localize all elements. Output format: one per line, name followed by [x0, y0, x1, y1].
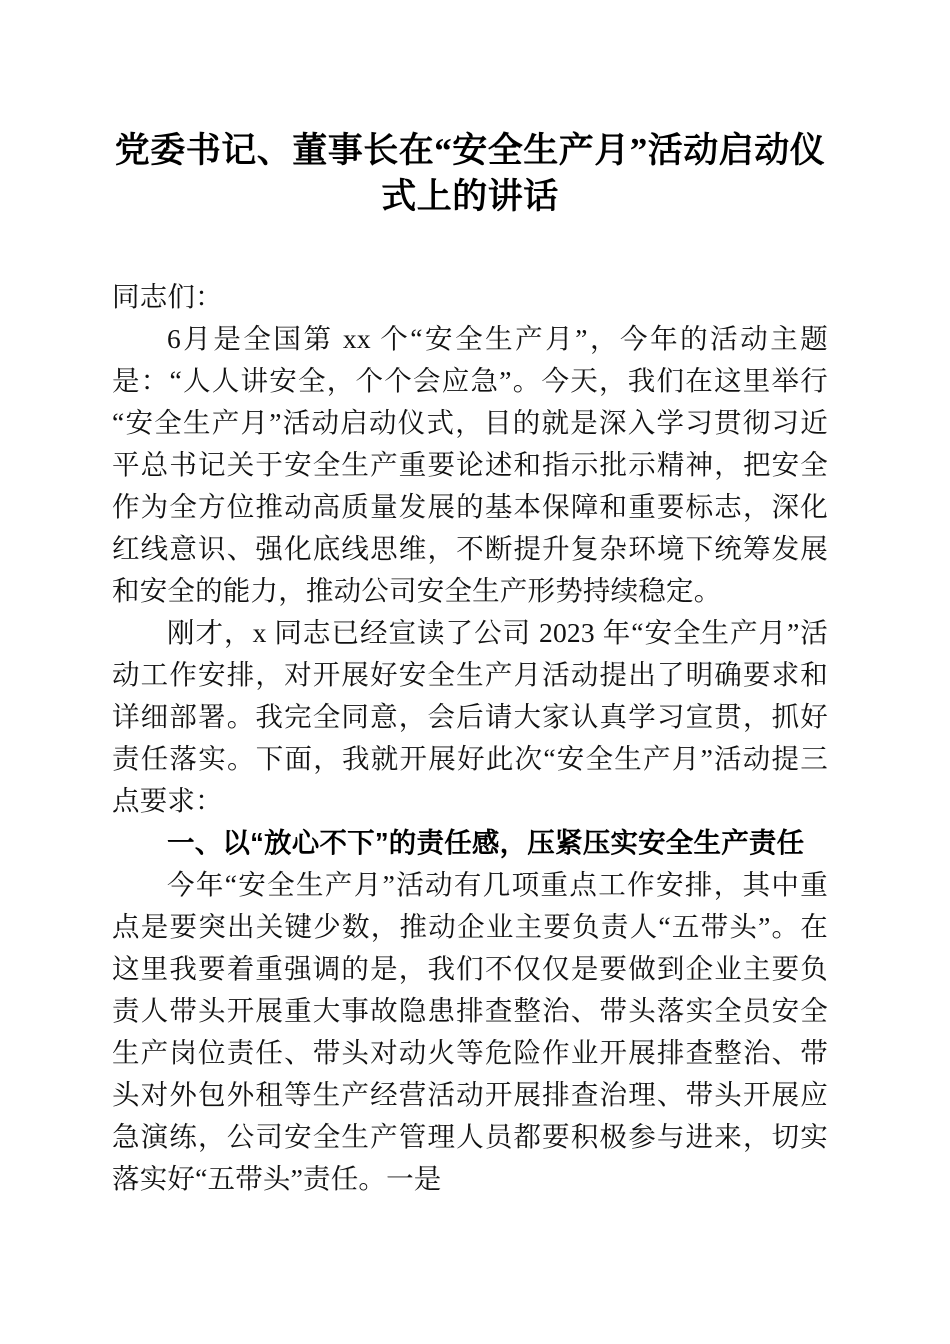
body-paragraph-1: 6月是全国第 xx 个“安全生产月”，今年的活动主题是：“人人讲安全，个个会应急”。今天，我们在这里举行“安全生产月”活动启动仪式，目的就是深入学习贯彻习近平总书记关于安全生产重要论述和指示批示精神，把安全作为全方位推动高质量发展的基本保障和重要标志，深化红线意识、强化底线思维，不断提升复杂环境下统筹发展和安全的能力，推动公司安全生产形势持续稳定。: [112, 323, 828, 606]
page-title: 党委书记、董事长在“安全生产月”活动启动仪式上的讲话: [114, 131, 826, 216]
salutation-line: 同志们：: [112, 281, 223, 312]
section-one-body-paragraph: 今年“安全生产月”活动有几项重点工作安排，其中重点是要突出关键少数，推动企业主要负责人“五带头”。在这里我要着重强调的是，我们不仅仅是要做到企业主要负责人带头开展重大事故隐患排查整治、带头落实全员安全生产岗位责任、带头对动火等危险作业开展排查整治、带头对外包外租等生产经营活动开展排查治理、带头开展应急演练，公司安全生产管理人员都要积极参与进来，切实落实好“五带头”责任。一是: [112, 869, 829, 1194]
document-content-column: [112, 0, 828, 1200]
body-paragraph-2: 刚才，x 同志已经宣读了公司 2023 年“安全生产月”活动工作安排，对开展好安全生产月活动提出了明确要求和详细部署。我完全同意，会后请大家认真学习宣贯，抓好责任落实。下面，我就开展好此次“安全生产月”活动提三点要求：: [112, 617, 828, 816]
title-body-spacer: [112, 220, 828, 276]
section-heading-one: 一、以“放心不下”的责任感，压紧压实安全生产责任: [167, 827, 805, 858]
